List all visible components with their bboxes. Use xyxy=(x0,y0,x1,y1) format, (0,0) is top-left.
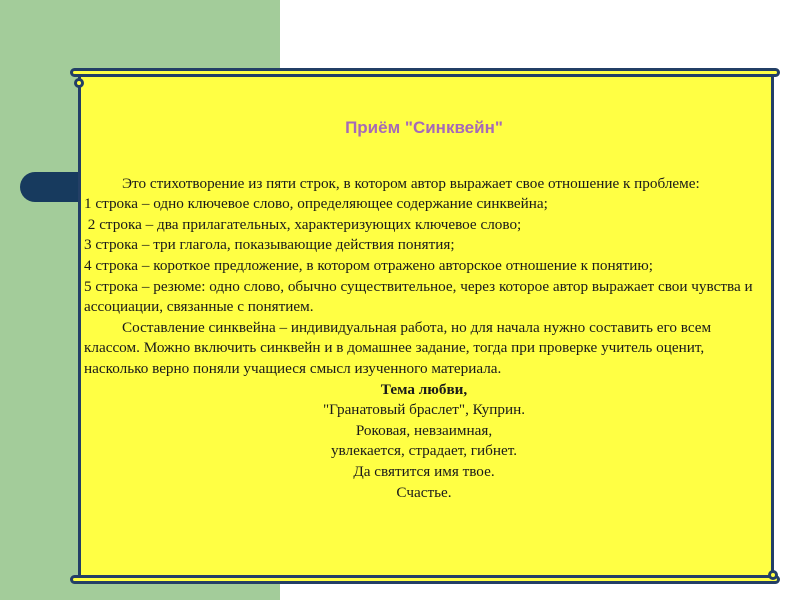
line-5: 5 строка – резюме: одно слово, обычно существительное, через которое автор выражает свои чувства и ассоциации, связанные с понятием. xyxy=(84,277,753,316)
scroll-curl-bottom-right xyxy=(768,570,778,580)
example-source: "Гранатовый браслет", Куприн. xyxy=(322,401,526,419)
scroll-curl-top-left xyxy=(74,78,84,88)
example-summary: Счастье. xyxy=(396,483,452,501)
example-sentence: Да святится имя твое. xyxy=(353,462,495,480)
scroll-top-roll xyxy=(70,68,780,77)
slide-content xyxy=(84,118,764,503)
method-paragraph: Составление синквейна – индивидуальная работа, но для начала нужно составить его всем классом. Можно включить синквейн и в домашнее задание, тогда при проверке учитель оценит, насколько верно поняли учащиеся смысл изученного материала. xyxy=(84,318,712,377)
line-4: 4 строка – короткое предложение, в котором отражено авторское отношение к понятию; xyxy=(84,256,653,274)
intro-text: Это стихотворение из пяти строк, в котором автор выражает свое отношение к проблеме: xyxy=(122,174,700,192)
line-1: 1 строка – одно ключевое слово, определяющее содержание синквейна; xyxy=(84,195,548,213)
line-2: 2 строка – два прилагательных, характеризующих ключевое слово; xyxy=(84,215,522,233)
example-heading: Тема любви, xyxy=(380,380,468,398)
example-verbs: увлекается, страдает, гибнет. xyxy=(330,442,518,460)
line-3: 3 строка – три глагола, показывающие действия понятия; xyxy=(84,236,455,254)
scroll-bottom-roll xyxy=(70,575,780,584)
example-adjectives: Роковая, невзаимная, xyxy=(355,421,493,439)
slide-title: Приём "Синквейн" xyxy=(345,118,503,137)
